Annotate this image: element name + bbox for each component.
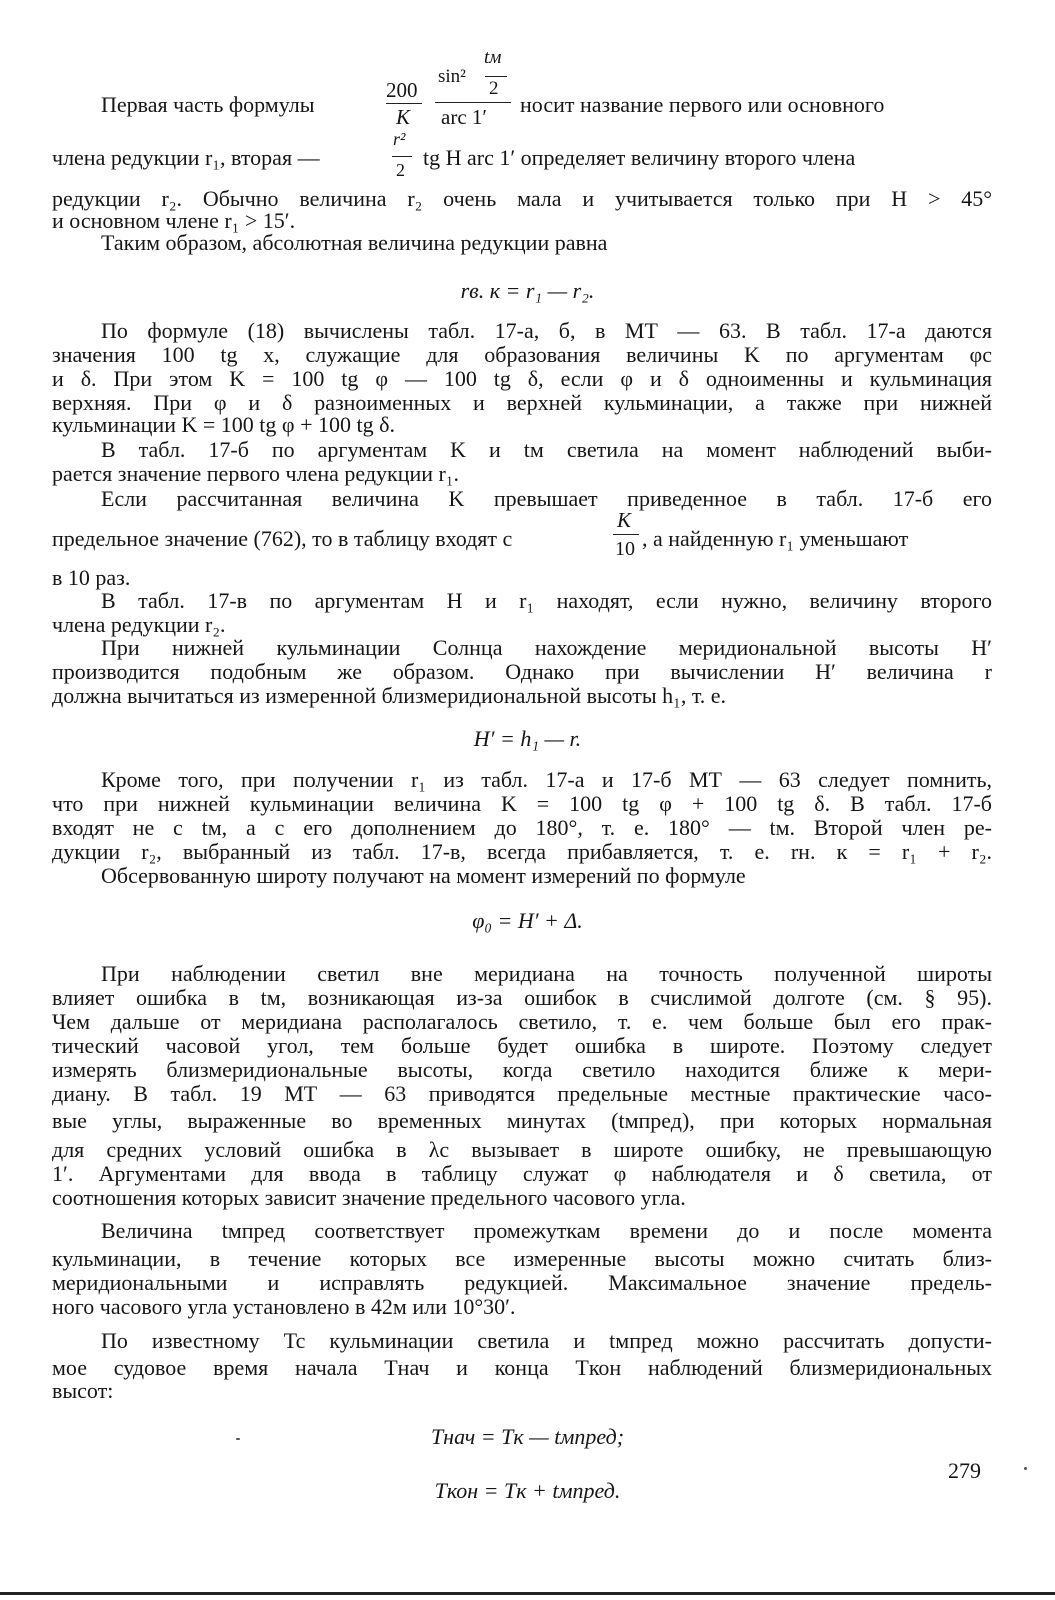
line-03: редукции r₂. Обычно величина r₂ очень мала и учитывается только при H > 45° — [52, 186, 992, 211]
line-34: 1′. Аргументами для ввода в таблицу служат φ наблюдателя и δ светила, от — [52, 1161, 992, 1186]
line-39: ного часового угла установлено в 42м или 10°30′. — [52, 1294, 516, 1319]
line-38: меридиональными и исправлять редукцией. Максимальное значение предель- — [52, 1270, 992, 1295]
formula-200: 200 — [386, 78, 418, 102]
formula-t-m: tм — [484, 47, 502, 68]
equation-h-prime: H′ = h₁ — r. — [473, 726, 582, 751]
r2-bar — [392, 156, 412, 157]
line-32: вые углы, выраженные во временных минутах (tмпред), при которых нормальная — [52, 1108, 992, 1133]
formula-den-arc: arc 1′ — [441, 105, 487, 129]
line-24: дукции r₂, выбранный из табл. 17-в, всегда прибавляется, т. е. rн. к = r₁ + r₂. — [52, 839, 992, 864]
scan-speck-2 — [236, 1438, 240, 1440]
formula-bar-right — [435, 102, 511, 103]
line-16: В табл. 17-в по аргументам H и r₁ находят, если нужно, величину второго — [101, 588, 992, 613]
line-22: что при нижней кульминации величина K = 100 tg φ + 100 tg δ. В табл. 17-б — [52, 791, 992, 816]
line-18: При нижней кульминации Солнца нахождение меридиональной высоты H′ — [101, 635, 992, 660]
line-26: При наблюдении светил вне меридиана на точность полученной широты — [101, 961, 992, 986]
line-08: и δ. При этом K = 100 tg φ — 100 tg δ, если φ и δ одноименны и кульминация — [52, 366, 992, 391]
equation-t-end: Tкон = Tк + tмпред. — [434, 1478, 621, 1503]
line-15: в 10 раз. — [52, 565, 131, 590]
formula-bar-left — [386, 103, 422, 104]
r2-denominator: 2 — [396, 160, 405, 180]
bottom-border — [0, 1592, 1055, 1595]
line-02a: члена редукции r₁, вторая — — [52, 145, 320, 170]
line-42: высот: — [52, 1378, 114, 1403]
line-20: должна вычитаться из измеренной близмеридиональной высоты h₁, т. е. — [52, 683, 727, 708]
line-27: влияет ошибка в tм, возникающая из-за ошибок в счислимой долготе (см. § 95). — [52, 985, 992, 1010]
formula-inner-bar — [485, 76, 507, 77]
line-30: измерять близмеридиональные высоты, когда светило находится ближе к мери- — [52, 1057, 992, 1082]
line-05: Таким образом, абсолютная величина редукции равна — [101, 230, 608, 255]
k10-bar — [613, 534, 639, 535]
line-01b: носит название первого или основного — [520, 92, 885, 117]
line-13: Если рассчитанная величина K превышает приведенное в табл. 17-б его — [101, 486, 992, 511]
line-40: По известному Tc кульминации светила и tмпред можно рассчитать допусти- — [101, 1328, 992, 1353]
line-25: Обсервованную широту получают на момент измерений по формуле — [101, 863, 746, 888]
equation-latitude: φ₀ = H′ + Δ. — [472, 908, 583, 933]
r2-numerator: r² — [393, 129, 406, 149]
line-33: для средних условий ошибка в λc вызывает в широте ошибку, не превышающую — [52, 1137, 992, 1162]
line-10: кульминации K = 100 tg φ + 100 tg δ. — [52, 412, 395, 437]
k10-denominator: 10 — [615, 538, 635, 560]
formula-sin-squared: sin² — [438, 66, 466, 87]
line-19: производится подобным же образом. Однако при вычислении H′ величина r — [52, 659, 992, 684]
line-31: диану. В табл. 19 МТ — 63 приводятся предельные местные практические часо- — [52, 1081, 992, 1106]
line-37: кульминации, в течение которых все измеренные высоты можно считать близ- — [52, 1246, 992, 1271]
line-29: тический часовой угол, тем больше будет ошибка в широте. Поэтому следует — [52, 1033, 992, 1058]
line-01a: Первая часть формулы — [101, 92, 315, 117]
scan-speck — [1024, 1467, 1027, 1470]
line-14a: предельное значение (762), то в таблицу входят с — [52, 526, 513, 551]
k10-numerator: K — [617, 508, 632, 532]
equation-t-start: Tнач = Tк — tмпред; — [430, 1424, 625, 1449]
page-number: 279 — [948, 1458, 981, 1483]
line-17: члена редукции r₂. — [52, 612, 226, 637]
line-36: Величина tмпред соответствует промежуткам времени до и после момента — [101, 1218, 992, 1243]
line-12: рается значение первого члена редукции r₁. — [52, 461, 460, 486]
formula-two: 2 — [489, 78, 499, 99]
equation-reduction: rв. к = r₁ — r₂. — [460, 278, 595, 303]
line-09: верхняя. При φ и δ разноименных и верхней кульминации, а также при нижней — [52, 390, 992, 415]
line-07: значения 100 tg x, служащие для образования величины K по аргументам φc — [52, 342, 992, 367]
line-41: мое судовое время начала Tнач и конца Tкон наблюдений близмеридиональных — [52, 1355, 992, 1380]
line-28: Чем дальше от меридиана располагалось светило, т. е. чем больше был его прак- — [52, 1009, 992, 1034]
line-11: В табл. 17-б по аргументам K и tм светила на момент наблюдений выби- — [101, 437, 992, 462]
line-14b: , а найденную r₁ уменьшают — [642, 526, 909, 551]
line-02b: tg H arc 1′ определяет величину второго члена — [423, 145, 856, 170]
line-06: По формуле (18) вычислены табл. 17-а, б, в МТ — 63. В табл. 17-а даются — [101, 318, 992, 343]
line-35: соотношения которых зависит значение предельного часового угла. — [52, 1185, 686, 1210]
line-21: Кроме того, при получении r₁ из табл. 17-а и 17-б МТ — 63 следует помнить, — [101, 767, 992, 792]
line-04: и основном члене r₁ > 15′. — [52, 208, 296, 233]
formula-den-k: K — [396, 105, 411, 129]
line-23: входят не с tм, а с его дополнением до 180°, т. е. 180° — tм. Второй член ре- — [52, 815, 992, 840]
